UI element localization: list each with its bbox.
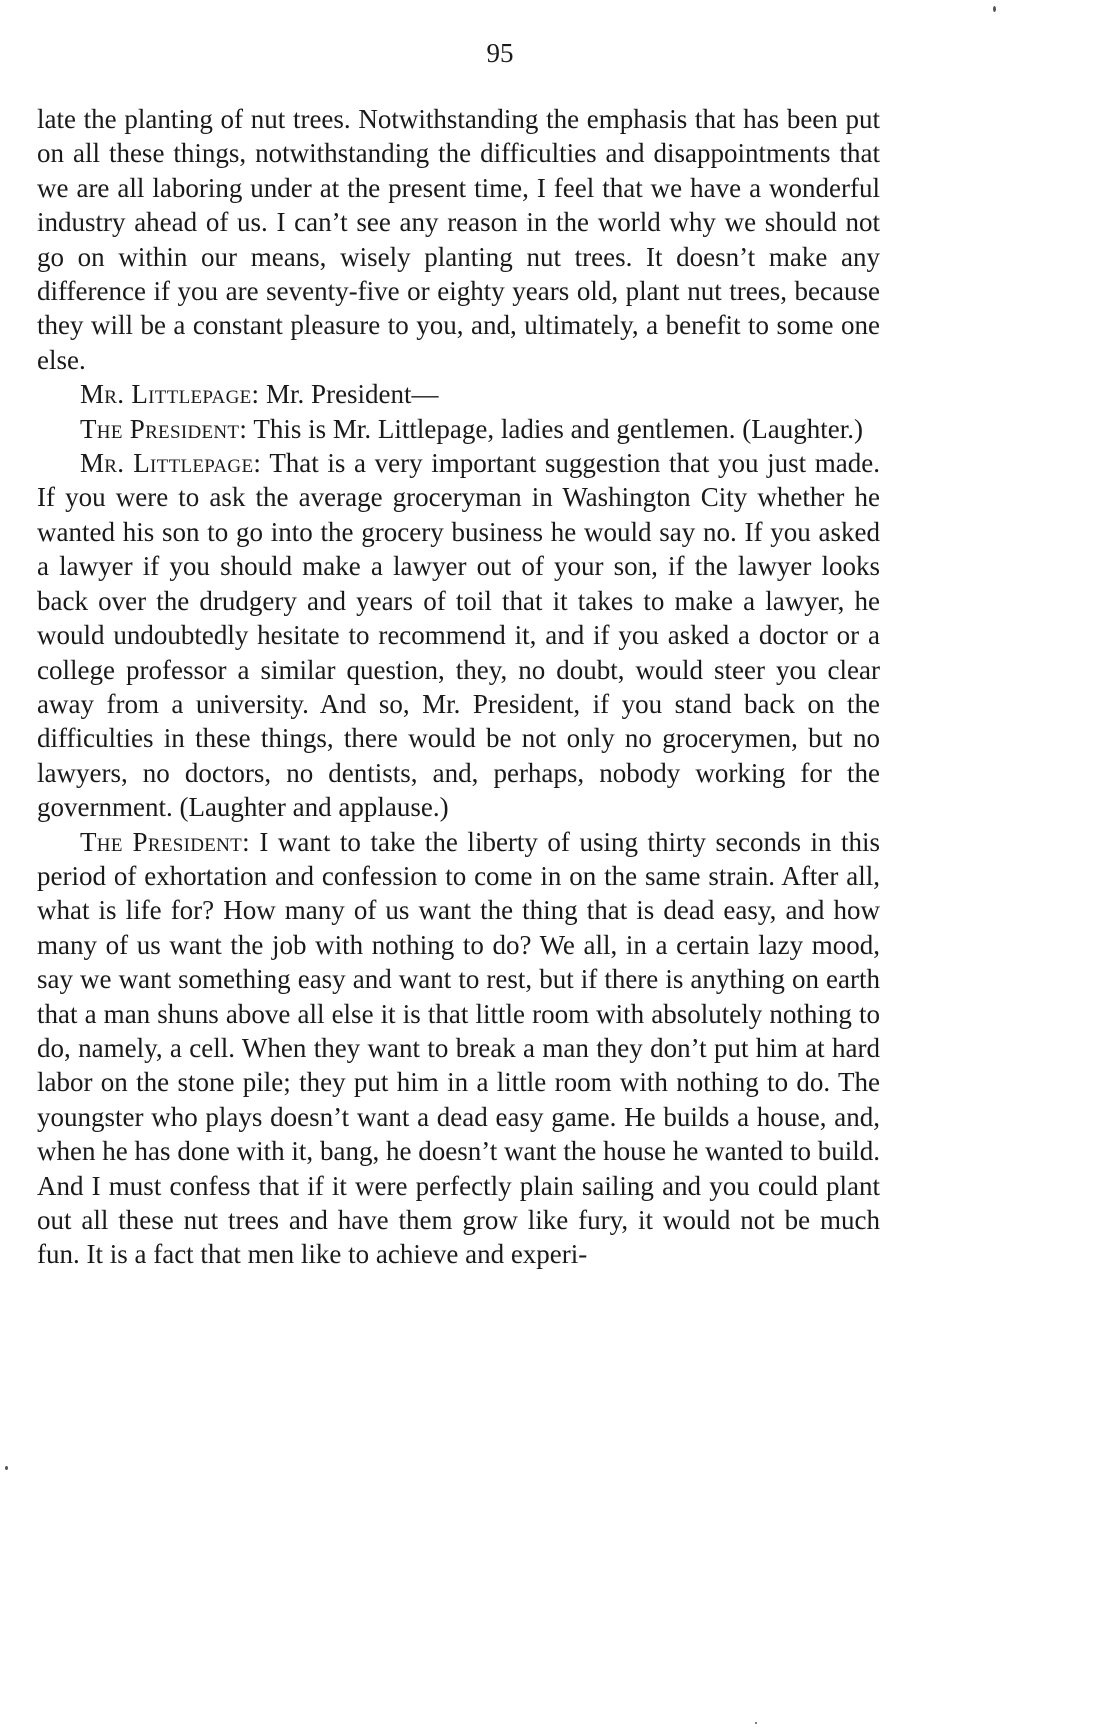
paragraph-text: Mr. President— — [266, 379, 439, 410]
scan-speck — [5, 1466, 8, 1470]
speaker-label: Mr. Littlepage: — [80, 379, 260, 410]
speaker-label: The President: — [80, 413, 248, 444]
scan-speck — [993, 6, 996, 12]
paragraph-text: late the planting of nut trees. Notwithstanding the emphasis that has been put on all these things, notwithstanding the difficulties and disappointments that we are all laboring under at the present time, I feel that we have a wonderful industry ahead of us. I can’t see any reason in the world why we should not go on within our means, wisely planting nut trees. It doesn’t make any difference if you are seventy-five or eighty years old, plant nut trees, because they will be a constant pleasure to you, and, ultimately, a benefit to some one else. — [37, 104, 880, 375]
paragraph-littlepage-interjection — [37, 377, 880, 411]
paragraph-text: This is Mr. Littlepage, ladies and gentlemen. (Laughter.) — [253, 413, 863, 444]
scan-speck — [755, 1722, 757, 1724]
paragraph-text: I want to take the liberty of using thirty seconds in this period of exhortation and confession to come in on the same strain. After all, what is life for? How many of us want the thing that is dead easy, and how many of us want the job with nothing to do? We all, in a certain lazy mood, say we want something easy and want to rest, but if there is anything on earth that a man shuns above all else it is that little room with absolutely nothing to do, namely, a cell. When they want to break a man they don’t put him at hard labor on the stone pile; they put him in a little room with nothing to do. The youngster who plays doesn’t want a dead easy game. He builds a house, and, when he has done with it, bang, he doesn’t want the house he wanted to build. And I must confess that if it were perfectly plain sailing and you could plant out all these nut trees and have them grow like fury, it would not be much fun. It is a fact that men like to achieve and experi- — [37, 826, 881, 1270]
paragraph-littlepage-remarks — [37, 446, 880, 824]
paragraph-president-remarks — [37, 825, 880, 1272]
paragraph-text: That is a very important suggestion that you just made. If you were to ask the average groceryman in Washington City whether he wanted his son to go into the grocery business he would say no. If you asked a lawyer if you should make a lawyer out of your son, if the lawyer looks back over the drudgery and years of toil that it takes to make a lawyer, he would undoubtedly hesitate to recommend it, and if you asked a doctor or a college professor a similar question, they, no doubt, would steer you clear away from a university. And so, Mr. President, if you stand back on the difficulties in these things, there would be not only no grocerymen, but no lawyers, no doctors, no dentists, and, perhaps, nobody working for the government. (Laughter and applause.) — [37, 448, 881, 823]
paragraph-president-introduction — [37, 412, 880, 446]
speaker-label: Mr. Littlepage: — [80, 448, 262, 479]
page-number: 95 — [486, 38, 514, 68]
body-text — [37, 102, 880, 1272]
paragraph-continuation — [37, 102, 880, 377]
speaker-label: The President: — [80, 826, 250, 857]
